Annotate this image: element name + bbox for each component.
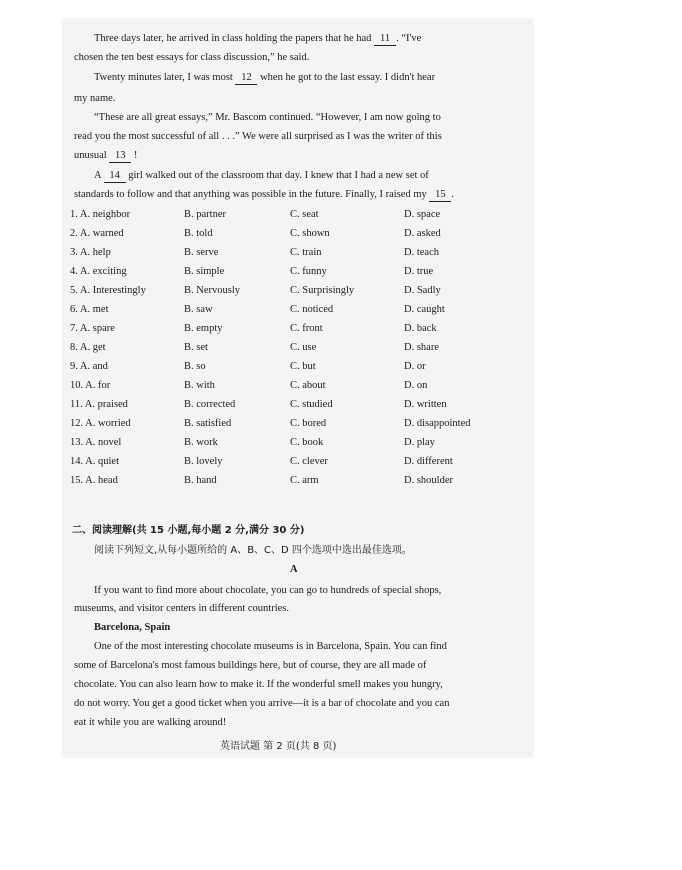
option-a: 10. A. for — [70, 380, 111, 391]
text: girl walked out of the classroom that day. I knew that I had a new set of — [128, 170, 429, 181]
blank-14: 14 — [104, 169, 126, 183]
option-b: B. saw — [184, 304, 213, 315]
option-a: 3. A. help — [70, 247, 111, 258]
option-c: C. clever — [290, 456, 328, 467]
option-b: B. empty — [184, 323, 223, 334]
option-a: 5. A. Interestingly — [70, 285, 146, 296]
option-d: D. disappointed — [404, 418, 471, 429]
passage-line: chosen the ten best essays for class discussion,” he said. — [74, 52, 310, 63]
option-d: D. space — [404, 209, 441, 220]
option-b: B. set — [184, 342, 208, 353]
option-d: D. different — [404, 456, 453, 467]
passage-line: some of Barcelona's most famous buildings here, but of course, they are all made of — [74, 660, 427, 671]
text: ! — [133, 150, 138, 161]
exam-page — [62, 18, 534, 758]
option-b: B. Nervously — [184, 285, 240, 296]
option-b: B. so — [184, 361, 206, 372]
passage-line: my name. — [74, 93, 116, 104]
page-footer: 英语试题 第 2 页(共 8 页) — [220, 741, 337, 752]
option-a: 8. A. get — [70, 342, 106, 353]
option-c: C. funny — [290, 266, 327, 277]
option-a: 11. A. praised — [70, 399, 128, 410]
passage-line: museums, and visitor centers in different countries. — [74, 603, 290, 614]
option-d: D. or — [404, 361, 426, 372]
blank-12: 12 — [235, 71, 257, 85]
option-d: D. Sadly — [404, 285, 441, 296]
text: when he got to the last essay. I didn't hear — [260, 72, 436, 83]
blank-15: 15 — [429, 188, 451, 202]
section-heading: 二、阅读理解(共 15 小题,每小题 2 分,满分 30 分) — [72, 525, 305, 536]
option-a: 13. A. novel — [70, 437, 122, 448]
option-a: 4. A. exciting — [70, 266, 127, 277]
passage-line: do not worry. You get a good ticket when you arrive—it is a bar of chocolate and you can — [74, 698, 450, 709]
option-a: 7. A. spare — [70, 323, 115, 334]
text: standards to follow and that anything was possible in the future. Finally, I raised my — [74, 189, 427, 200]
option-c: C. noticed — [290, 304, 334, 315]
option-b: B. serve — [184, 247, 219, 258]
passage-subheading: Barcelona, Spain — [94, 622, 171, 633]
passage-line: One of the most interesting chocolate museums is in Barcelona, Spain. You can find — [94, 641, 447, 652]
passage-line — [74, 149, 137, 163]
option-c: C. studied — [290, 399, 333, 410]
option-a: 15. A. head — [70, 475, 118, 486]
text: Three days later, he arrived in class holding the papers that he had — [94, 33, 372, 44]
option-b: B. with — [184, 380, 215, 391]
option-b: B. partner — [184, 209, 226, 220]
passage-line: eat it while you are walking around! — [74, 717, 227, 728]
text: Twenty minutes later, I was most — [94, 72, 233, 83]
option-c: C. bored — [290, 418, 327, 429]
option-d: D. written — [404, 399, 447, 410]
option-d: D. back — [404, 323, 437, 334]
option-d: D. caught — [404, 304, 445, 315]
option-b: B. satisfied — [184, 418, 232, 429]
option-b: B. work — [184, 437, 218, 448]
option-a: 1. A. neighbor — [70, 209, 131, 220]
option-b: B. corrected — [184, 399, 236, 410]
option-c: C. about — [290, 380, 326, 391]
option-a: 14. A. quiet — [70, 456, 119, 467]
option-c: C. but — [290, 361, 316, 372]
section-instruction: 阅读下列短文,从每小题所给的 A、B、C、D 四个选项中选出最佳选项。 — [94, 545, 412, 556]
text: unusual — [74, 150, 107, 161]
option-a: 9. A. and — [70, 361, 108, 372]
option-d: D. on — [404, 380, 428, 391]
option-c: C. Surprisingly — [290, 285, 355, 296]
option-d: D. asked — [404, 228, 441, 239]
option-b: B. told — [184, 228, 213, 239]
option-d: D. play — [404, 437, 435, 448]
option-d: D. shoulder — [404, 475, 453, 486]
blank-11: 11 — [374, 32, 396, 46]
option-a: 2. A. warned — [70, 228, 124, 239]
passage-line: read you the most successful of all . . .” We were all surprised as I was the writer of this — [74, 131, 442, 142]
option-b: B. lovely — [184, 456, 223, 467]
option-c: C. book — [290, 437, 324, 448]
option-c: C. train — [290, 247, 322, 258]
option-c: C. use — [290, 342, 317, 353]
text: . — [451, 189, 455, 200]
option-d: D. true — [404, 266, 434, 277]
option-d: D. share — [404, 342, 439, 353]
option-c: C. shown — [290, 228, 330, 239]
passage-line: If you want to find more about chocolate, you can go to hundreds of special shops, — [94, 585, 442, 596]
passage-line — [94, 32, 421, 46]
blank-13: 13 — [109, 149, 131, 163]
passage-line — [94, 169, 429, 183]
passage-line — [74, 188, 454, 202]
option-c: C. arm — [290, 475, 319, 486]
passage-line: “These are all great essays,” Mr. Bascom continued. “However, I am now going to — [94, 112, 441, 123]
passage-line: chocolate. You can also learn how to make it. If the wonderful smell makes you hungry, — [74, 679, 443, 690]
text: A — [94, 170, 102, 181]
passage-letter: A — [290, 564, 298, 575]
text: . “I've — [396, 33, 422, 44]
option-c: C. seat — [290, 209, 319, 220]
option-c: C. front — [290, 323, 323, 334]
option-a: 6. A. met — [70, 304, 109, 315]
option-b: B. simple — [184, 266, 225, 277]
option-d: D. teach — [404, 247, 439, 258]
passage-line — [94, 71, 435, 85]
option-a: 12. A. worried — [70, 418, 131, 429]
option-b: B. hand — [184, 475, 217, 486]
